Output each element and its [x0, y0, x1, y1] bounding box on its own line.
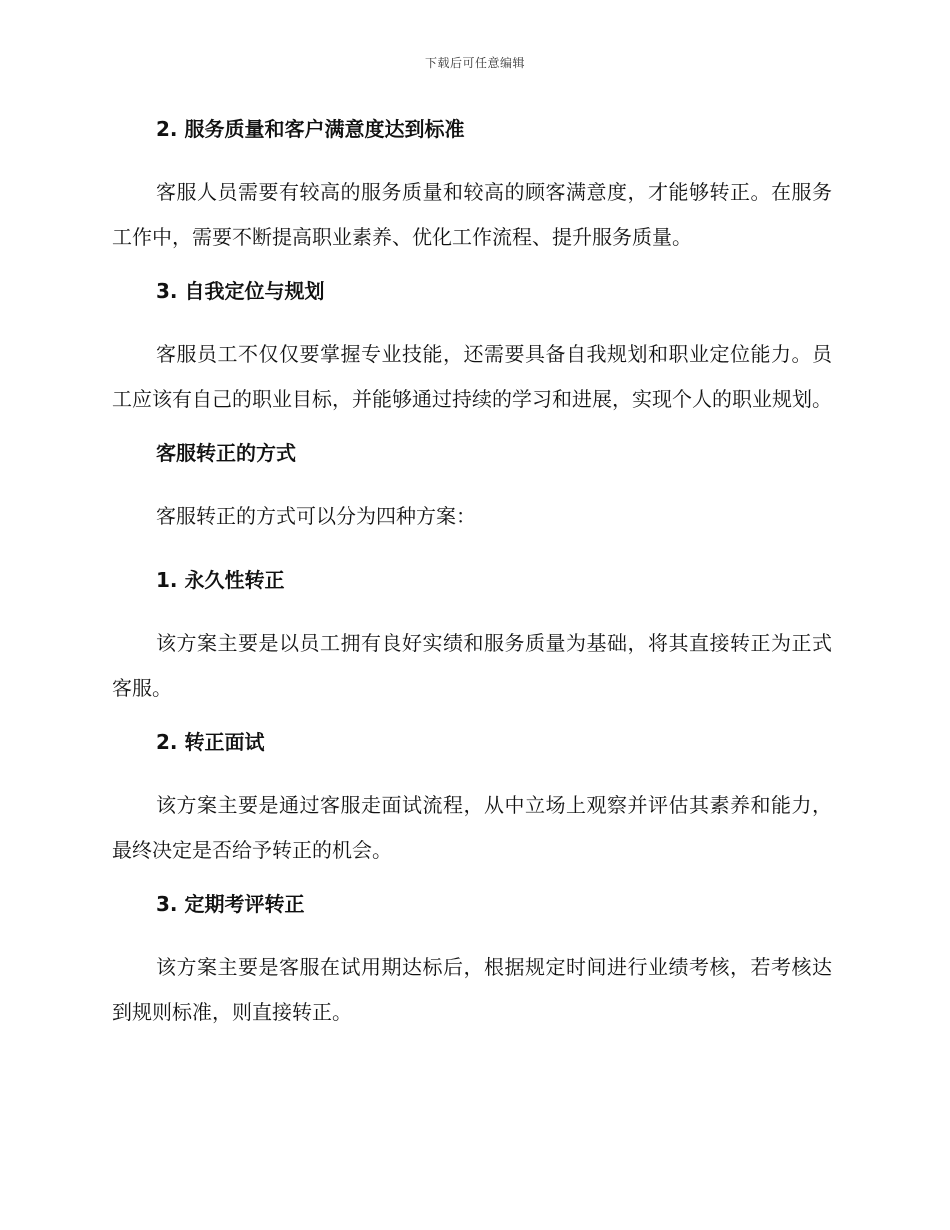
- document-body: [112, 112, 832, 1049]
- section-heading-periodic-review: 3. 定期考评转正: [156, 892, 305, 916]
- page-header: 下载后可任意编辑: [424, 56, 525, 70]
- section-heading-permanent: 1. 永久性转正: [156, 568, 285, 592]
- section-heading-self-planning: 3. 自我定位与规划: [156, 279, 325, 303]
- paragraph-self-planning: 客服员工不仅仅要掌握专业技能，还需要具备自我规划和职业定位能力。员工应该有自己的职业目标，并能够通过持续的学习和进展，实现个人的职业规划。: [112, 342, 832, 411]
- paragraph-permanent: 该方案主要是以员工拥有良好实绩和服务质量为基础，将其直接转正为正式客服。: [112, 631, 832, 700]
- section-heading-service-quality: 2. 服务质量和客户满意度达到标准: [156, 117, 465, 141]
- paragraph-service-quality: 客服人员需要有较高的服务质量和较高的顾客满意度，才能够转正。在服务工作中，需要不断提高职业素养、优化工作流程、提升服务质量。: [112, 180, 832, 249]
- section-heading-interview: 2. 转正面试: [156, 730, 265, 754]
- paragraph-periodic-review: 该方案主要是客服在试用期达标后，根据规定时间进行业绩考核，若考核达到规则标准，则直接转正。: [112, 955, 832, 1024]
- paragraph-methods-intro: 客服转正的方式可以分为四种方案：: [156, 504, 476, 528]
- section-heading-methods: 客服转正的方式: [156, 441, 296, 465]
- paragraph-interview: 该方案主要是通过客服走面试流程，从中立场上观察并评估其素养和能力，最终决定是否给予转正的机会。: [112, 793, 832, 862]
